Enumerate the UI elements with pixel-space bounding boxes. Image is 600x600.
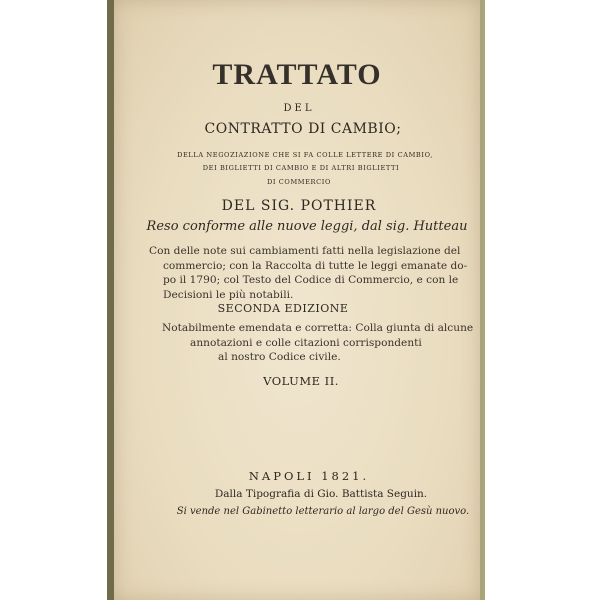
imprint-place-date: NAPOLI 1821. [248,469,370,483]
title-page [114,0,480,600]
notes-paragraph [149,244,468,302]
author-line: DEL SIG. POTHIER [221,198,377,214]
emendation-line: annotazioni e colle citazioni corrispondenti [190,336,422,349]
seller-line: Si vende nel Gabinetto letterario al largo del Gesù nuovo. [176,506,470,517]
notes-line: commercio; con la Raccolta di tutte le leggi emanate do- [163,259,468,272]
notes-line: Decisioni le più notabili. [163,288,294,301]
del-label: DEL [283,103,315,114]
description-line: DELLA NEGOZIAZIONE CHE SI FA COLLE LETTERE DI CAMBIO, [177,151,433,159]
emendation-line: al nostro Codice civile. [218,351,341,364]
book-subtitle: CONTRATTO DI CAMBIO; [204,121,402,137]
emendation-paragraph [162,321,474,365]
volume-label: VOLUME II. [263,374,339,388]
book-title: TRATTATO [212,58,382,91]
emendation-line: Notabilmente emendata e corretta: Colla giunta di alcune [162,322,474,334]
description-line: DEI BIGLIETTI DI CAMBIO E DI ALTRI BIGLIETTI [202,164,400,172]
notes-line: Con delle note sui cambiamenti fatti nella legislazione del [149,245,461,257]
notes-line: po il 1790; col Testo del Codice di Commercio, e con le [163,274,459,287]
editor-line: Reso conforme alle nuove leggi, dal sig. Hutteau [146,219,468,234]
description-line: DI COMMERCIO [267,178,331,186]
printer-line: Dalla Tipografia di Gio. Battista Seguin. [214,488,428,500]
edition-label: SECONDA EDIZIONE [217,302,349,315]
